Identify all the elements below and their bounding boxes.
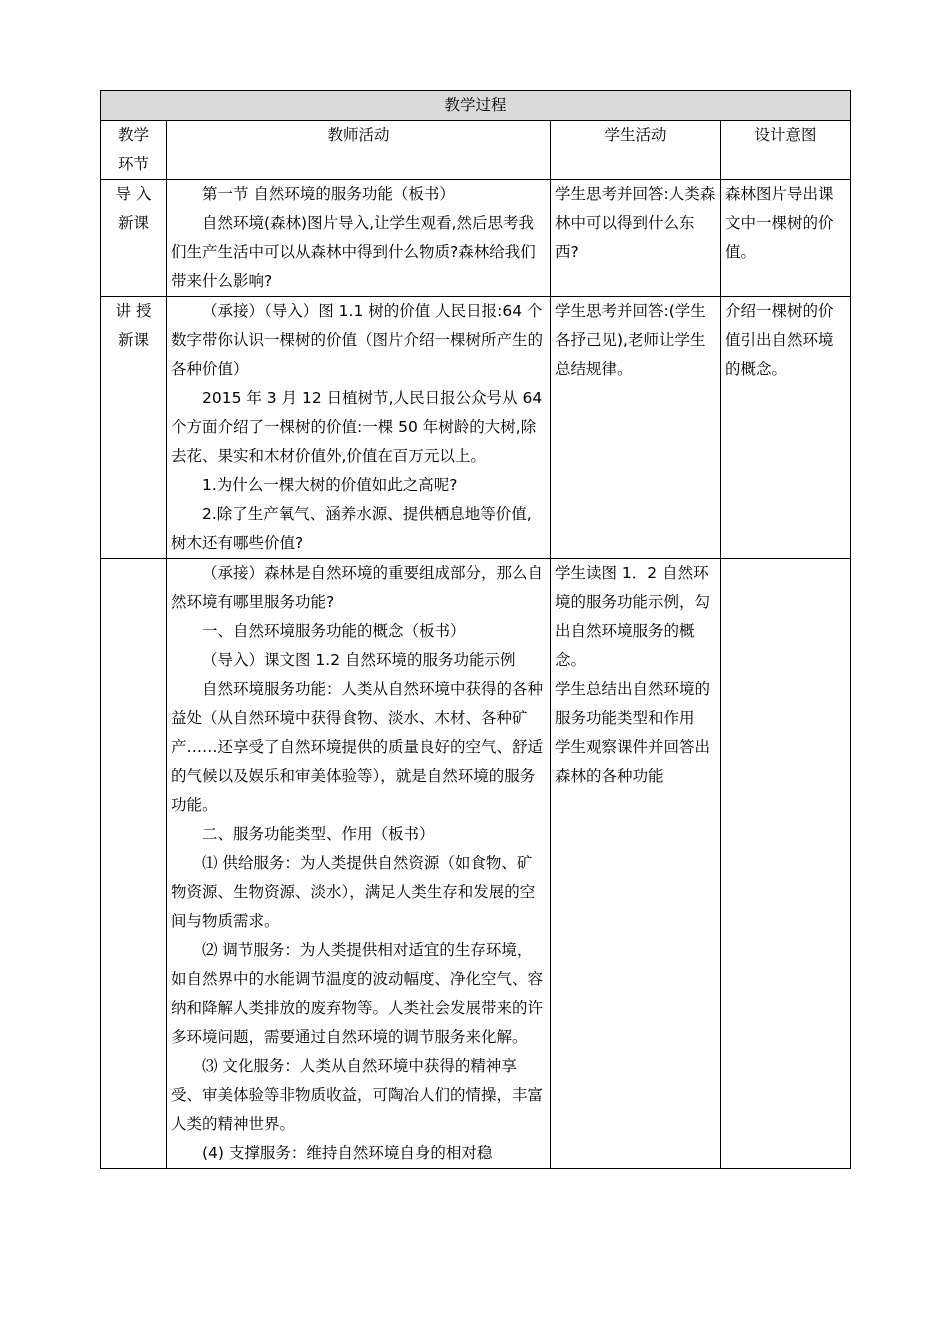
teacher-paragraph: ⑶ 文化服务：人类从自然环境中获得的精神享受、审美体验等非物质收益，可陶冶人们的情操，丰富人类的精神世界。 [171,1057,544,1133]
table-row-lecture [101,297,851,559]
teacher-paragraph: （承接）森林是自然环境的重要组成部分，那么自然环境有哪里服务功能? [171,564,544,611]
stage-line1: 讲 授 [115,302,152,320]
teacher-paragraph: 2.除了生产氧气、涵养水源、提供栖息地等价值,树木还有哪些价值? [171,505,532,552]
stage-line2: 新课 [117,331,149,349]
student-text: 学生观察课件并回答出森林的各种功能 [555,738,711,785]
intent-text: 森林图片导出课文中一棵树的价值。 [725,185,834,261]
teacher-cell [167,559,551,1169]
intent-cell [721,559,851,1169]
teacher-cell [167,180,551,297]
student-text: 学生思考并回答:人类森林中可以得到什么东西? [555,185,716,261]
header-intent: 设计意图 [721,121,851,180]
stage-cell [101,180,167,297]
table-row-intro [101,180,851,297]
table-row-functions [101,559,851,1169]
intent-cell [721,297,851,559]
student-text: 学生读图 1．2 自然环境的服务功能示例，勾出自然环境服务的概念。 [555,564,711,669]
student-cell [551,559,721,1169]
student-text: 学生总结出自然环境的服务功能类型和作用 [555,680,711,727]
header-stage [101,121,167,180]
teacher-paragraph: ⑵ 调节服务：为人类提供相对适宜的生存环境，如自然界中的水能调节温度的波动幅度、净化空气、容纳和降解人类排放的废弃物等。人类社会发展带来的许多环境问题，需要通过自然环境的调节服务来化解。 [171,941,544,1046]
stage-line1: 导 入 [115,185,152,203]
teacher-cell [167,297,551,559]
teacher-paragraph: 二、服务功能类型、作用（板书） [202,825,435,843]
stage-cell [101,559,167,1169]
teacher-paragraph: 第一节 自然环境的服务功能（板书） [202,185,455,203]
teacher-paragraph: （承接）（导入）图 1.1 树的价值 人民日报:64 个数字带你认识一棵树的价值（图片介绍一棵树所产生的各种价值） [171,302,544,378]
header-student: 学生活动 [551,121,721,180]
teacher-paragraph: （导入）课文图 1.2 自然环境的服务功能示例 [202,651,516,669]
title-row [101,91,851,121]
header-row [101,121,851,180]
lesson-process-table [100,90,851,1169]
stage-cell [101,297,167,559]
teacher-paragraph: 2015 年 3 月 12 日植树节,人民日报公众号从 64 个方面介绍了一棵树的价值:一棵 50 年树龄的大树,除去花、果实和木材价值外,价值在百万元以上。 [171,389,543,465]
intent-text: 介绍一棵树的价值引出自然环境的概念。 [725,302,834,378]
teacher-paragraph: ⑴ 供给服务：为人类提供自然资源（如食物、矿物资源、生物资源、淡水），满足人类生存和发展的空间与物质需求。 [171,854,536,930]
header-teacher: 教师活动 [167,121,551,180]
student-cell [551,297,721,559]
teacher-paragraph: 自然环境(森林)图片导入,让学生观看,然后思考我们生产生活中可以从森林中得到什么物质?森林给我们带来什么影响? [171,214,536,290]
intent-cell [721,180,851,297]
student-cell [551,180,721,297]
header-stage-line1: 教学 [117,126,149,144]
stage-line2: 新课 [117,214,149,232]
teacher-paragraph: (4) 支撑服务：维持自然环境自身的相对稳 [202,1144,493,1162]
student-text: 学生思考并回答:(学生各抒己见),老师让学生总结规律。 [555,302,706,378]
teacher-paragraph: 自然环境服务功能：人类从自然环境中获得的各种益处（从自然环境中获得食物、淡水、木材、各种矿产……还享受了自然环境提供的质量良好的空气、舒适的气候以及娱乐和审美体验等），就是自然环境的服务功能。 [171,680,544,814]
header-stage-line2: 环节 [117,155,149,173]
table-title: 教学过程 [101,91,851,121]
teacher-paragraph: 一、自然环境服务功能的概念（板书） [202,622,466,640]
teacher-paragraph: 1.为什么一棵大树的价值如此之高呢? [202,476,458,494]
